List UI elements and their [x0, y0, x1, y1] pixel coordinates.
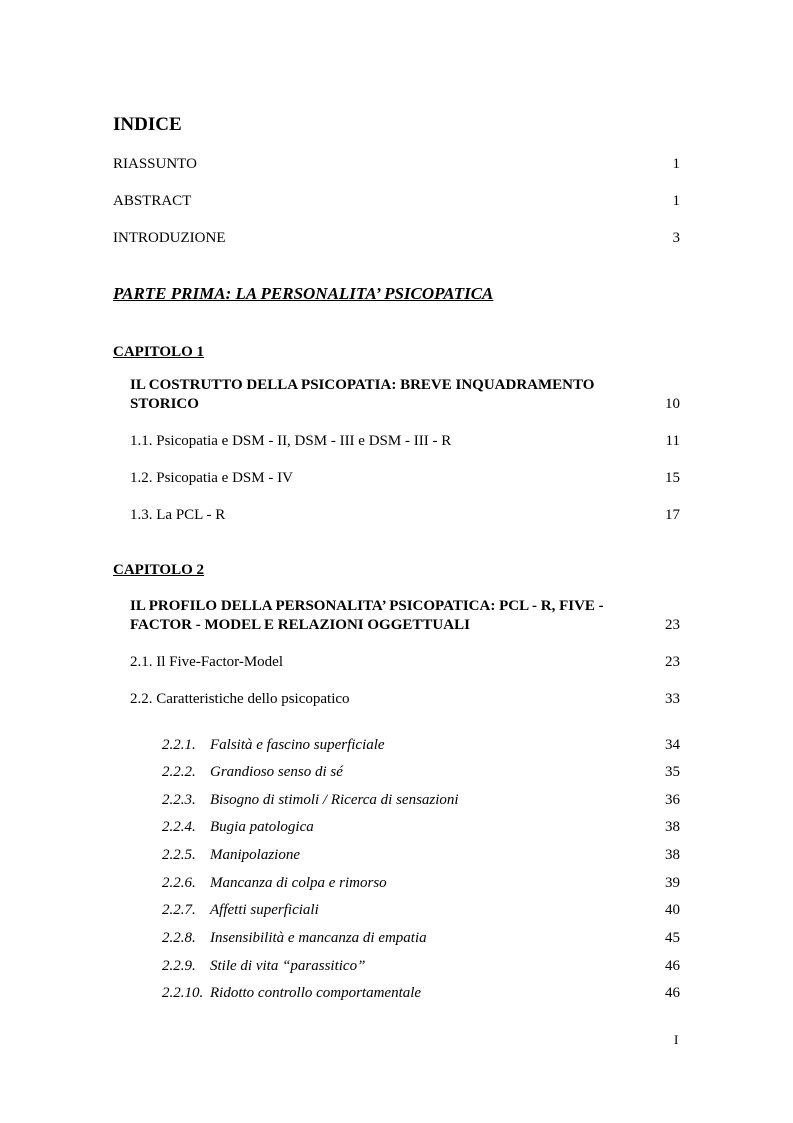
toc-subsection-page: 46 [665, 985, 680, 1001]
toc-entry-riassunto[interactable]: RIASSUNTO [113, 156, 197, 172]
toc-subsection[interactable] [162, 819, 314, 836]
toc-page-introduzione: 3 [672, 230, 680, 246]
toc-subsection[interactable] [162, 737, 385, 754]
toc-subsection[interactable] [162, 875, 387, 892]
chapter-1-page: 10 [665, 396, 680, 412]
subsection-label: Ridotto controllo comportamentale [210, 985, 422, 1001]
subsection-number: 2.2.9. [162, 958, 196, 974]
toc-section-page: 15 [665, 470, 680, 486]
toc-subsection-page: 46 [665, 958, 680, 974]
toc-subsection-page: 36 [665, 792, 680, 808]
toc-subsection-page: 34 [665, 737, 680, 753]
toc-subsection-page: 40 [665, 902, 680, 918]
toc-section[interactable]: 1.3. La PCL - R [130, 507, 226, 523]
toc-subsection[interactable] [162, 847, 300, 864]
subsection-number: 2.2.6. [162, 875, 196, 891]
toc-section-page: 11 [665, 433, 680, 449]
toc-section-page: 23 [665, 654, 680, 670]
toc-subsection[interactable] [162, 930, 427, 947]
subsection-number: 2.2.4. [162, 819, 196, 835]
toc-section-page: 33 [665, 691, 680, 707]
chapter-1-label: CAPITOLO 1 [113, 344, 204, 360]
subsection-number: 2.2.2. [162, 764, 196, 780]
subsection-label: Affetti superficiali [210, 902, 319, 918]
toc-subsection[interactable] [162, 764, 343, 781]
chapter-2-heading-line2[interactable]: FACTOR - MODEL E RELAZIONI OGGETTUALI [130, 617, 470, 633]
toc-entry-introduzione[interactable]: INTRODUZIONE [113, 230, 226, 246]
subsection-label: Stile di vita “parassitico” [210, 958, 366, 974]
chapter-2-label: CAPITOLO 2 [113, 562, 204, 578]
toc-subsection[interactable] [162, 902, 319, 919]
chapter-2-heading-line1[interactable]: IL PROFILO DELLA PERSONALITA’ PSICOPATICA: PCL - R, FIVE - [130, 598, 604, 614]
toc-section[interactable]: 1.1. Psicopatia e DSM - II, DSM - III e DSM - III - R [130, 433, 452, 449]
part-heading: PARTE PRIMA: LA PERSONALITA’ PSICOPATICA [113, 284, 494, 303]
toc-section[interactable]: 1.2. Psicopatia e DSM - IV [130, 470, 293, 486]
toc-section-page: 17 [665, 507, 680, 523]
subsection-label: Manipolazione [210, 847, 300, 863]
page-number: I [674, 1032, 679, 1047]
chapter-2-page: 23 [665, 617, 680, 633]
subsection-label: Falsità e fascino superficiale [210, 737, 385, 753]
toc-subsection-page: 39 [665, 875, 680, 891]
toc-section[interactable]: 2.2. Caratteristiche dello psicopatico [130, 691, 350, 707]
toc-subsection-page: 35 [665, 764, 680, 780]
subsection-number: 2.2.3. [162, 792, 196, 808]
chapter-1-heading-line2[interactable]: STORICO [130, 396, 199, 412]
toc-subsection[interactable] [162, 792, 459, 809]
subsection-number: 2.2.1. [162, 737, 196, 753]
subsection-label: Bugia patologica [210, 819, 314, 835]
toc-page-riassunto: 1 [672, 156, 680, 172]
subsection-number: 2.2.8. [162, 930, 196, 946]
subsection-number: 2.2.7. [162, 902, 196, 918]
toc-subsection[interactable] [162, 958, 365, 975]
toc-section[interactable]: 2.1. Il Five-Factor-Model [130, 654, 284, 670]
page-title: INDICE [113, 114, 182, 135]
subsection-number: 2.2.10. [162, 985, 204, 1001]
subsection-label: Insensibilità e mancanza di empatia [210, 930, 427, 946]
toc-subsection-page: 38 [665, 847, 680, 863]
toc-page-abstract: 1 [672, 193, 680, 209]
toc-subsection-page: 45 [665, 930, 680, 946]
chapter-1-heading-line1[interactable]: IL COSTRUTTO DELLA PSICOPATIA: BREVE INQUADRAMENTO [130, 377, 595, 393]
toc-entry-abstract[interactable]: ABSTRACT [113, 193, 192, 209]
subsection-number: 2.2.5. [162, 847, 196, 863]
subsection-label: Bisogno di stimoli / Ricerca di sensazioni [210, 792, 459, 808]
toc-subsection-page: 38 [665, 819, 680, 835]
subsection-label: Mancanza di colpa e rimorso [210, 875, 387, 891]
toc-subsection[interactable] [162, 985, 421, 1002]
subsection-label: Grandioso senso di sé [210, 764, 343, 780]
